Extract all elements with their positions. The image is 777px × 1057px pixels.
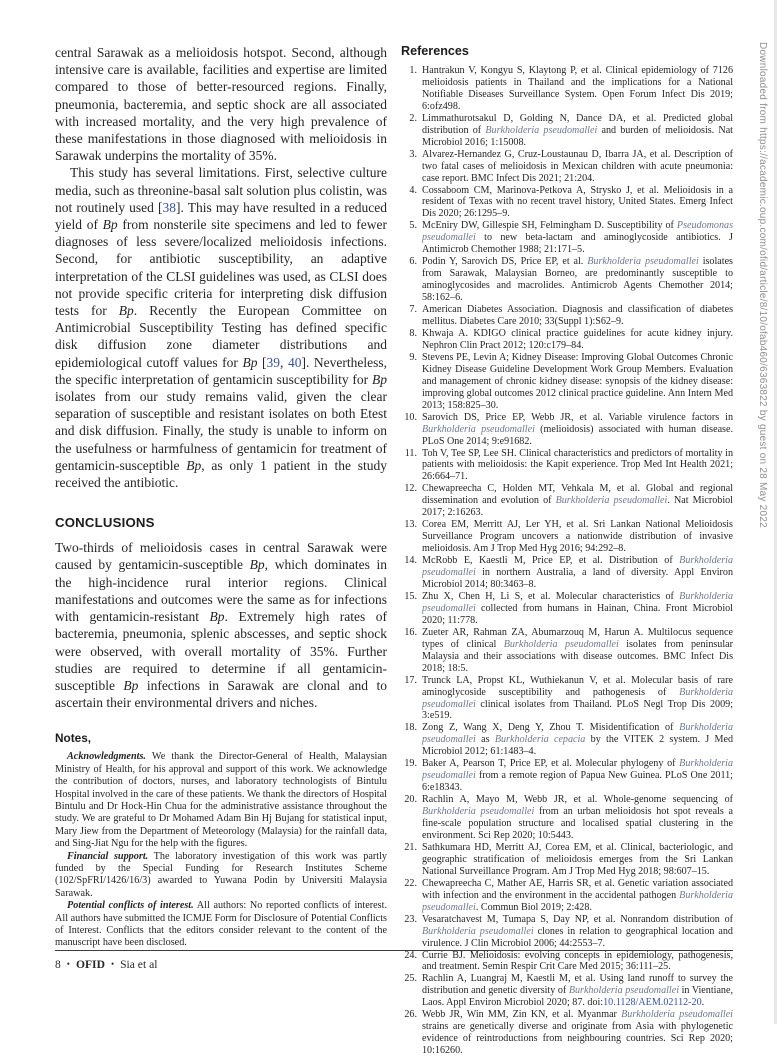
reference-number: 20. xyxy=(404,794,417,806)
italic-abbrev: Bp xyxy=(372,371,387,387)
reference-item xyxy=(401,627,733,675)
reference-text: Zhu X, Chen H, Li S, et al. Molecular characteristics of Burkholderia pseudomallei collected from humans in Hainan, China. Front Microbiol 2020; 11:778. xyxy=(422,590,733,626)
reference-number: 11. xyxy=(404,447,417,459)
species-name: Burkholderia pseudomallei xyxy=(568,985,680,997)
italic-abbrev: Bp xyxy=(186,457,202,473)
reference-number: 3. xyxy=(409,148,417,160)
species-name: Pseudomonas pseudomallei xyxy=(422,220,733,244)
right-column xyxy=(401,44,733,1057)
reference-text: Stevens PE, Levin A; Kidney Disease: Improving Global Outcomes Chronic Kidney Disease Guideline Development Work Group Members. Evaluation and management of chronic kidney disease: synopsis of the kidney disease: improving global outcomes 2012 clinical practice guideline. Ann Intern Med 2013; 158:825–30. xyxy=(422,351,733,411)
reference-item xyxy=(401,555,733,591)
species-name: Burkholderia pseudomallei xyxy=(422,555,733,579)
reference-number: 4. xyxy=(409,184,417,196)
body-paragraph: This study has several limitations. First, selective culture media, such as threonine-basal salt solution plus colistin, was not routinely used [38]. This may have resulted in a reduced yield of Bp from nonsterile site specimens and led to fewer diagnoses of less severe/localized melioidosis infections. Second, for antibiotic susceptibility, an adaptive interpretation of the CLSI guidelines was used, as CLSI does not provide specific criteria for interpreting disk diffusion tests for Bp. Recently the European Committee on Antimicrobial Susceptibility Testing has defined specific disk diffusion zone diameter distributions and epidemiological cutoff values for Bp [39, 40]. Nevertheless, the specific interpretation of gentamicin susceptibility for Bp isolates from our study remains valid, given the clear separation of susceptible and resistant isolates on both Etest and disk diffusion. Finally, the study is unable to inform on the usefulness or harmfulness of gentamicin for treatment of gentamicin-susceptible Bp, as only 1 patient in the study received the antibiotic. xyxy=(55,165,388,491)
body-paragraph: central Sarawak as a melioidosis hotspot. Second, although intensive care is available, facilities and expertise are limited compared to those of better-resourced regions. Finally, pneumonia, bacteremia, and septic shock are all associated with increased mortality, and the very high prevalence of these manifestations in those diagnosed with melioidosis in Sarawak underpins the mortality of 35%. xyxy=(55,45,387,164)
species-name: Burkholderia cepacia xyxy=(494,734,586,746)
reference-item xyxy=(401,878,733,914)
species-name: Burkholderia pseudomallei xyxy=(422,758,733,782)
species-name: Burkholderia pseudomallei xyxy=(587,256,699,268)
journal-abbreviation: OFID xyxy=(75,958,105,971)
reference-text: Rachlin A, Mayo M, Webb JR, et al. Whole-genome sequencing of Burkholderia pseudomallei from an urban melioidosis hot spot reveals a fine-scale population structure and localised spatial clustering in the environment. Sci Rep 2020; 10:5443. xyxy=(422,794,733,841)
reference-number: 21. xyxy=(404,841,417,853)
species-name: Burkholderia pseudomallei xyxy=(555,495,668,507)
page-footer xyxy=(55,950,733,971)
financial-support-paragraph: Financial support. The laboratory investigation of this work was partly funded by the Special Funding for Research Institutes Scheme (102/SpFRI/1426/16/3) awarded to Yuwana Podin by Universiti Malaysia Sarawak. xyxy=(55,850,387,899)
reference-item xyxy=(401,758,733,794)
references-heading: References xyxy=(401,44,469,58)
runin-heading: Acknowledgments. xyxy=(67,751,146,763)
reference-item xyxy=(401,412,733,448)
citation-link[interactable]: 38 xyxy=(162,199,177,215)
reference-text: Sathkumara HD, Merritt AJ, Corea EM, et al. Clinical, bacteriologic, and geographic stratification of melioidosis emerges from the Sri Lankan National Surveillance Program. Am J Trop Med Hyg 2018; 98:607–15. xyxy=(422,841,733,877)
species-name: Burkholderia pseudomallei xyxy=(422,722,733,746)
two-column-layout xyxy=(55,44,733,1057)
reference-text: Hantrakun V, Kongyu S, Klaytong P, et al. Clinical epidemiology of 7126 melioidosis patients in Thailand and the implications for a National Notifiable Diseases Surveillance System. Open Forum Infect Dis 2019; 6:ofz498. xyxy=(422,65,733,112)
conclusions-heading: CONCLUSIONS xyxy=(55,515,155,531)
reference-text: American Diabetes Association. Diagnosis and classification of diabetes mellitus. Diabetes Care 2010; 33(Suppl 1):S62–9. xyxy=(422,304,733,328)
reference-number: 7. xyxy=(409,304,417,316)
reference-item xyxy=(401,448,733,484)
italic-abbrev: Bp xyxy=(123,677,139,693)
acknowledgments-paragraph: Acknowledgments. We thank the Director-General of Health, Malaysian Ministry of Health, for his approval and support of this work. We acknowledge the contribution of doctors, nurses, and laboratory technologists of Bintulu Hospital involved in the care of these patients. We thank the directors of Hospital Bintulu and Dr Hock-Hin Chua for the administrative assistance throughout the study. We are grateful to Dr Mohamed Adam Bin Hj Bujang for statistical input, Mary Jiew from the Department of Meteorology (Malaysia) for the rainfall data, and Sing-Jiat Ngu for the help with the figures. xyxy=(55,751,387,850)
reference-item xyxy=(401,113,733,149)
reference-number: 16. xyxy=(404,626,417,638)
reference-number: 5. xyxy=(409,220,417,232)
footer-separator: • xyxy=(66,959,70,969)
italic-abbrev: Bp xyxy=(118,303,134,319)
reference-item xyxy=(401,591,733,627)
reference-number: 22. xyxy=(404,877,417,889)
reference-number: 17. xyxy=(404,674,417,686)
reference-item xyxy=(401,914,733,950)
reference-item xyxy=(401,220,733,256)
species-name: Burkholderia pseudomallei xyxy=(621,1009,733,1021)
species-name: Burkholderia pseudomallei xyxy=(422,423,535,435)
left-column xyxy=(55,44,387,1057)
citation-link[interactable]: 40 xyxy=(287,354,302,370)
reference-item xyxy=(401,794,733,842)
reference-item xyxy=(401,1009,733,1057)
reference-text: Chewapreecha C, Holden MT, Vehkala M, et al. Global and regional dissemination and evolution of Burkholderia pseudomallei. Nat Microbiol 2017; 2:16263. xyxy=(422,483,733,519)
reference-text: Toh V, Tee SP, Lee SH. Clinical characteristics and predictors of mortality in patients with melioidosis: the Kapit experience. Trop Med Int Health 2021; 26:664–71. xyxy=(422,447,733,483)
reference-item xyxy=(401,65,733,113)
reference-item xyxy=(401,842,733,878)
references-list xyxy=(401,65,733,1057)
reference-number: 23. xyxy=(404,913,417,925)
reference-number: 8. xyxy=(409,327,417,339)
reference-text: McEniry DW, Gillespie SH, Felmingham D. Susceptibility of Pseudomonas pseudomallei to new beta-lactam and aminoglycoside antibiotics. J Antimicrob Chemother 1988; 21:171–5. xyxy=(422,220,733,256)
reference-item xyxy=(401,304,733,328)
reference-text: Webb JR, Win MM, Zin KN, et al. Myanmar Burkholderia pseudomallei strains are genetically diverse and originate from Asia with phylogenetic evidence of reintroductions from neighbouring countries. Sci Rep 2020; 10:16260. xyxy=(422,1009,733,1057)
reference-number: 13. xyxy=(404,519,417,531)
reference-number: 1. xyxy=(409,65,417,76)
reference-text: Khwaja A. KDIGO clinical practice guidelines for acute kidney injury. Nephron Clin Pract 2012; 120:c179–84. xyxy=(422,327,733,351)
reference-text: Zueter AR, Rahman ZA, Abumarzouq M, Harun A. Multilocus sequence types of clinical Burkholderia pseudomallei isolates from peninsular Malaysia and their associations with disease outcomes. BMC Infect Dis 2018; 18:5. xyxy=(422,626,733,674)
reference-number: 12. xyxy=(404,483,417,495)
italic-abbrev: Bp xyxy=(209,609,225,625)
reference-item xyxy=(401,256,733,304)
reference-text: Limmathurotsakul D, Golding N, Dance DA, et al. Predicted global distribution of Burkholderia pseudomallei and burden of melioidosis. Nat Microbiol 2016; 1:15008. xyxy=(422,112,733,148)
species-name: Burkholderia pseudomallei xyxy=(422,889,733,913)
reference-text: Rachlin A, Luangraj M, Kaestli M, et al. Using land runoff to survey the distribution and genetic diversity of Burkholderia pseudomallei in Vientiane, Laos. Appl Environ Microbiol 2020; 87. doi:10.1128/AEM.02112-20. xyxy=(422,973,733,1009)
reference-number: 18. xyxy=(404,722,417,734)
reference-number: 10. xyxy=(404,411,417,423)
reference-text: McRobb E, Kaestli M, Price EP, et al. Distribution of Burkholderia pseudomallei in northern Australia, a land of diversity. Appl Environ Microbiol 2014; 80:3463–8. xyxy=(422,555,733,590)
italic-abbrev: Bp xyxy=(249,557,265,573)
conflicts-of-interest-paragraph: Potential conflicts of interest. All authors: No reported conflicts of interest. All authors have submitted the ICMJE Form for Disclosure of Potential Conflicts of Interest. Conflicts that the editors consider relevant to the content of the manuscript have been disclosed. xyxy=(55,900,388,949)
reference-item xyxy=(401,722,733,758)
download-watermark: Downloaded from https://academic.oup.com/ofid/article/8/10/ofab460/6363822 by guest on 28 May 2022 xyxy=(757,42,768,528)
reference-item xyxy=(401,973,733,1009)
reference-text: Alvarez-Hernandez G, Cruz-Loustaunau D, Ibarra JA, et al. Description of two fatal cases of melioidosis in Mexican children with acute pneumonia: case report. BMC Infect Dis 2021; 21:204. xyxy=(422,148,733,184)
reference-item xyxy=(401,519,733,555)
reference-number: 15. xyxy=(404,590,417,602)
species-name: Burkholderia pseudomallei xyxy=(503,638,619,650)
page-number: 8 xyxy=(55,958,61,971)
reference-item xyxy=(401,352,733,412)
reference-item xyxy=(401,328,733,352)
reference-number: 24. xyxy=(404,949,417,961)
species-name: Burkholderia pseudomallei xyxy=(422,925,534,937)
footer-authors: Sia et al xyxy=(120,958,158,971)
reference-text: Sarovich DS, Price EP, Webb JR, et al. Variable virulence factors in Burkholderia pseudomallei (melioidosis) associated with human disease. PLoS One 2014; 9:e91682. xyxy=(422,411,733,447)
reference-text: Trunck LA, Propst KL, Wuthiekanun V, et al. Molecular basis of rare aminoglycoside susceptibility and pathogenesis of Burkholderia pseudomallei clinical isolates from Thailand. PLoS Negl Trop Dis 2009; 3:e519. xyxy=(422,674,733,722)
conclusions-paragraph: Two-thirds of melioidosis cases in central Sarawak were caused by gentamicin-susceptible Bp, which dominates in the high-incidence rural interior regions. Clinical manifestations and outcomes were the same as for infections with gentamicin-resistant Bp. Extremely high rates of bacteremia, pneumonia, splenic abscesses, and septic shock were observed, with overall mortality of 35%. Further studies are required to determine if all gentamicin-susceptible Bp infections in Sarawak are clonal and to ascertain their environmental drivers and niches. xyxy=(55,540,387,711)
reference-text: Cossaboom CM, Marinova-Petkova A, Strysko J, et al. Melioidosis in a resident of Texas with no recent travel history, United States. Emerg Infect Dis 2020; 26:1295–9. xyxy=(422,184,733,220)
italic-abbrev: Bp xyxy=(242,354,258,370)
reference-item xyxy=(401,185,733,221)
reference-number: 19. xyxy=(404,758,417,770)
reference-item xyxy=(401,483,733,519)
reference-number: 9. xyxy=(409,351,417,363)
reference-text: Corea EM, Merritt AJ, Ler YH, et al. Sri Lankan National Melioidosis Surveillance Program uncovers a nationwide distribution of invasive melioidosis. Am J Trop Med Hyg 2016; 94:292–8. xyxy=(422,519,733,555)
reference-number: 6. xyxy=(409,256,417,268)
species-name: Burkholderia pseudomallei xyxy=(422,806,535,818)
footer-separator: • xyxy=(110,959,115,969)
reference-number: 2. xyxy=(409,112,417,124)
reference-text: Baker A, Pearson T, Price EP, et al. Molecular phylogeny of Burkholderia pseudomallei from a remote region of Papua New Guinea. PLoS One 2011; 6:e18343. xyxy=(422,758,733,794)
species-name: Burkholderia pseudomallei xyxy=(422,590,733,614)
citation-link[interactable]: 39 xyxy=(266,354,281,370)
reference-text: Zong Z, Wang X, Deng Y, Zhou T. Misidentification of Burkholderia pseudomallei as Burkholderia cepacia by the VITEK 2 system. J Med Microbiol 2012; 61:1483–4. xyxy=(422,722,734,758)
italic-abbrev: Bp xyxy=(102,217,118,233)
reference-text: Podin Y, Sarovich DS, Price EP, et al. Burkholderia pseudomallei isolates from Sarawak, Malaysian Borneo, are predominantly susceptible to aminoglycosides and macrolides. Antimicrob Agents Chemother 2014; 58:162–6. xyxy=(422,256,733,304)
reference-number: 26. xyxy=(404,1009,417,1021)
species-name: Burkholderia pseudomallei xyxy=(485,124,598,136)
doi-link[interactable]: 10.1128/AEM.02112-20 xyxy=(603,997,702,1009)
reference-number: 25. xyxy=(404,973,417,985)
reference-item xyxy=(401,675,733,723)
species-name: Burkholderia pseudomallei xyxy=(422,686,733,710)
runin-heading: Potential conflicts of interest. xyxy=(67,900,194,912)
reference-text: Currie BJ. Melioidosis: evolving concepts in epidemiology, pathogenesis, and treatment. Semin Respir Crit Care Med 2015; 36:111–25. xyxy=(422,949,733,973)
reference-text: Vesaratchavest M, Tumapa S, Day NP, et al. Nonrandom distribution of Burkholderia pseudomallei clones in relation to geographical location and virulence. J Clin Microbiol 2006; 44:2553–7. xyxy=(422,913,733,949)
notes-heading: Notes, xyxy=(55,731,92,746)
reference-number: 14. xyxy=(404,555,417,567)
runin-heading: Financial support. xyxy=(67,850,149,862)
reference-item xyxy=(401,149,733,185)
reference-text: Chewapreecha C, Mather AE, Harris SR, et al. Genetic variation associated with infection and the environment in the accidental pathogen Burkholderia pseudomallei. Commun Biol 2019; 2:428. xyxy=(422,877,733,913)
